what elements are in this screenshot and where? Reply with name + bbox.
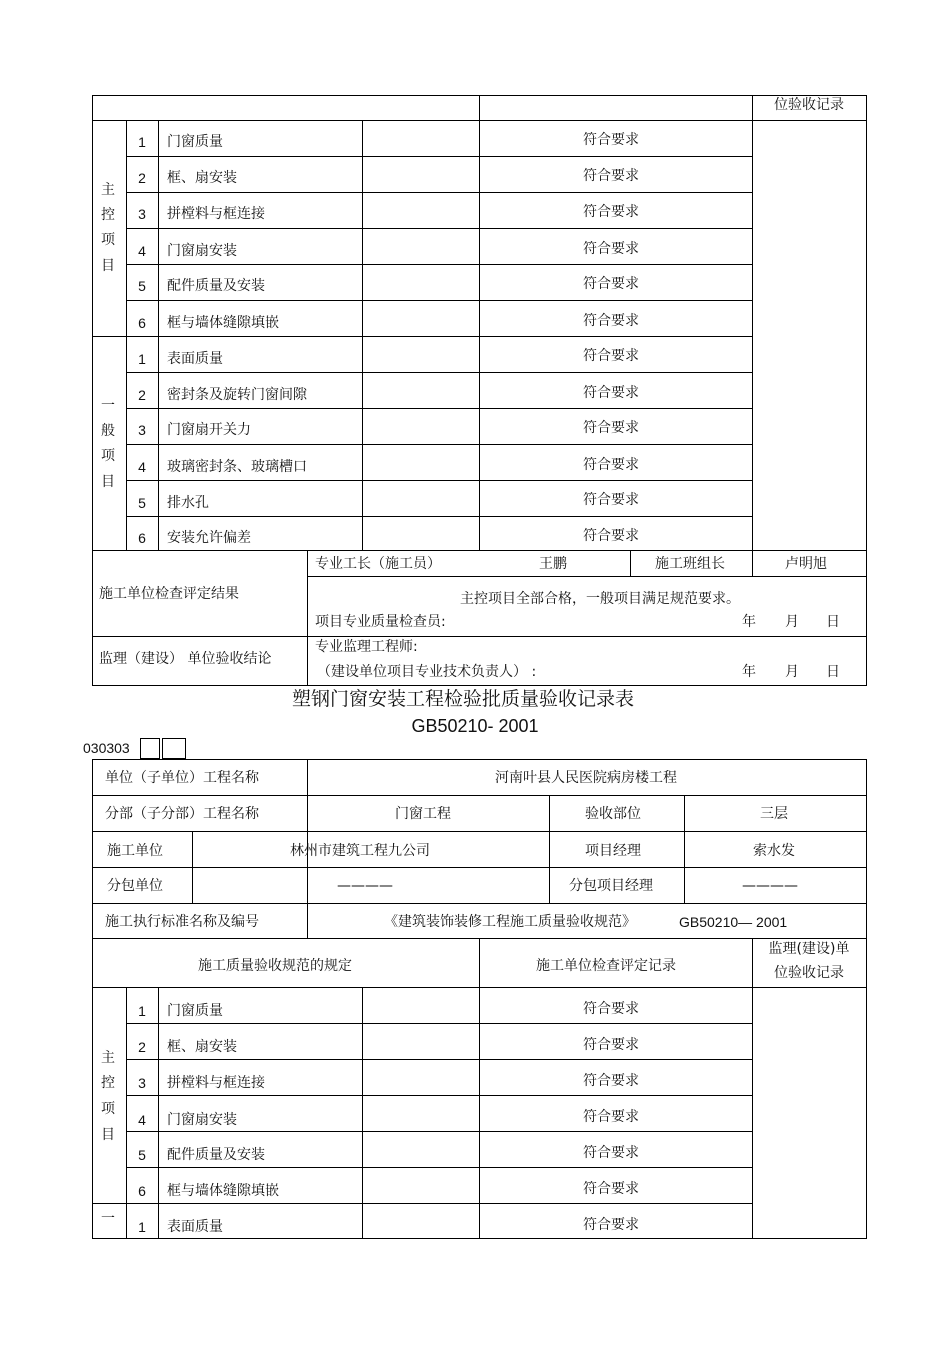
item-number: 6 bbox=[138, 530, 146, 546]
subcontractor-value: ———— bbox=[337, 878, 393, 894]
subcontractor-label: 分包单位 bbox=[107, 878, 163, 894]
unit-project-label: 单位（子单位）工程名称 bbox=[105, 770, 259, 786]
main-label-char: 目 bbox=[101, 258, 115, 274]
unit-project-value: 河南叶县人民医院病房楼工程 bbox=[495, 770, 677, 786]
supervisor-engineer-label: 专业监理工程师: bbox=[315, 639, 418, 655]
item-number: 4 bbox=[138, 1112, 146, 1128]
general-label-char: 一 bbox=[101, 398, 115, 414]
item-name: 框、扇安装 bbox=[167, 1039, 237, 1055]
main-label-char: 控 bbox=[101, 207, 115, 223]
item-number: 5 bbox=[138, 278, 146, 294]
sub-project-value: 门窗工程 bbox=[395, 806, 451, 822]
contractor-value: 林州市建筑工程九公司 bbox=[290, 843, 430, 859]
foreman-name: 王鹏 bbox=[539, 556, 567, 572]
item-result: 符合要求 bbox=[583, 1037, 639, 1053]
item-name: 表面质量 bbox=[167, 1219, 223, 1235]
main-label-char: 控 bbox=[101, 1075, 115, 1091]
general-label-char: 项 bbox=[101, 448, 115, 464]
item-number: 1 bbox=[138, 351, 146, 367]
standard-value: 《建筑装饰装修工程施工质量验收规范》 bbox=[384, 914, 636, 930]
item-name: 框与墙体缝隙填嵌 bbox=[167, 1183, 279, 1199]
sub-manager-label: 分包项目经理 bbox=[569, 878, 653, 894]
item-number: 6 bbox=[138, 315, 146, 331]
inspector-label: 项目专业质量检查员: bbox=[315, 614, 446, 630]
project-manager-label: 项目经理 bbox=[585, 843, 641, 859]
item-number: 5 bbox=[138, 1147, 146, 1163]
item-result: 符合要求 bbox=[583, 1181, 639, 1197]
sub-project-label: 分部（子分部）工程名称 bbox=[105, 806, 259, 822]
item-result: 符合要求 bbox=[583, 204, 639, 220]
date-year: 年 bbox=[742, 664, 756, 680]
item-name: 配件质量及安装 bbox=[167, 1147, 265, 1163]
item-name: 玻璃密封条、玻璃槽口 bbox=[167, 459, 307, 475]
item-result: 符合要求 bbox=[583, 1109, 639, 1125]
item-name: 表面质量 bbox=[167, 351, 223, 367]
item-result: 符合要求 bbox=[583, 1073, 639, 1089]
conclusion-text: 主控项目全部合格，一般项目满足规范要求。 bbox=[460, 591, 740, 607]
item-result: 符合要求 bbox=[583, 420, 639, 436]
owner-rep-label: （建设单位项目专业技术负责人） : bbox=[317, 664, 537, 680]
sub-manager-value: ———— bbox=[742, 878, 798, 894]
item-name: 门窗扇安装 bbox=[167, 1112, 237, 1128]
item-name: 框与墙体缝隙填嵌 bbox=[167, 315, 279, 331]
standard-code: GB50210- 2001 bbox=[411, 716, 539, 736]
item-number: 5 bbox=[138, 495, 146, 511]
item-number: 4 bbox=[138, 243, 146, 259]
item-number: 3 bbox=[138, 206, 146, 222]
form-title: 塑钢门窗安装工程检验批质量验收记录表 bbox=[291, 688, 635, 710]
col-check-label: 施工单位检查评定记录 bbox=[536, 958, 676, 974]
item-name: 排水孔 bbox=[167, 495, 209, 511]
acceptance-part-value: 三层 bbox=[760, 806, 788, 822]
item-name: 门窗质量 bbox=[167, 134, 223, 150]
item-number: 1 bbox=[138, 1003, 146, 1019]
main-label-char: 项 bbox=[101, 232, 115, 248]
item-result: 符合要求 bbox=[583, 1145, 639, 1161]
team-leader-name: 卢明旭 bbox=[785, 556, 827, 572]
item-name: 门窗质量 bbox=[167, 1003, 223, 1019]
item-number: 3 bbox=[138, 422, 146, 438]
item-name: 拼樘料与框连接 bbox=[167, 1075, 265, 1091]
main-label-char: 目 bbox=[101, 1127, 115, 1143]
item-name: 配件质量及安装 bbox=[167, 278, 265, 294]
main-label-char: 主 bbox=[101, 182, 115, 198]
item-result: 符合要求 bbox=[583, 276, 639, 292]
col-spec-label: 施工质量验收规范的规定 bbox=[198, 958, 352, 974]
code-box[interactable] bbox=[140, 738, 160, 759]
foreman-label: 专业工长（施工员） bbox=[315, 556, 441, 572]
code-box[interactable] bbox=[162, 738, 186, 759]
general-label-char: 般 bbox=[101, 423, 115, 439]
supervision-record-header: 位验收记录 bbox=[774, 97, 844, 113]
item-number: 2 bbox=[138, 387, 146, 403]
item-result: 符合要求 bbox=[583, 313, 639, 329]
acceptance-part-label: 验收部位 bbox=[585, 806, 641, 822]
item-number: 2 bbox=[138, 1039, 146, 1055]
general-label-char: 一 bbox=[101, 1211, 115, 1227]
item-result: 符合要求 bbox=[583, 492, 639, 508]
date-day: 日 bbox=[826, 614, 840, 630]
item-name: 门窗扇安装 bbox=[167, 243, 237, 259]
main-label-char: 项 bbox=[101, 1101, 115, 1117]
item-result: 符合要求 bbox=[583, 1217, 639, 1233]
item-result: 符合要求 bbox=[583, 1001, 639, 1017]
item-name: 拼樘料与框连接 bbox=[167, 206, 265, 222]
project-manager-value: 索水发 bbox=[753, 843, 795, 859]
contractor-label: 施工单位 bbox=[107, 843, 163, 859]
item-number: 6 bbox=[138, 1183, 146, 1199]
supervision-conclusion-label: 监理（建设） 单位验收结论 bbox=[99, 651, 272, 667]
standard-value-code: GB50210— 2001 bbox=[679, 914, 788, 930]
date-year: 年 bbox=[742, 614, 756, 630]
item-result: 符合要求 bbox=[583, 348, 639, 364]
item-name: 密封条及旋转门窗间隙 bbox=[167, 387, 307, 403]
item-number: 1 bbox=[138, 1219, 146, 1235]
date-month: 月 bbox=[785, 664, 799, 680]
main-label-char: 主 bbox=[101, 1050, 115, 1066]
item-number: 2 bbox=[138, 170, 146, 186]
item-result: 符合要求 bbox=[583, 457, 639, 473]
item-number: 1 bbox=[138, 134, 146, 150]
date-month: 月 bbox=[785, 614, 799, 630]
item-number: 4 bbox=[138, 459, 146, 475]
item-result: 符合要求 bbox=[583, 528, 639, 544]
col-supervision-label: 监理(建设)单 bbox=[768, 941, 850, 957]
item-name: 安装允许偏差 bbox=[167, 530, 251, 546]
item-result: 符合要求 bbox=[583, 168, 639, 184]
date-day: 日 bbox=[826, 664, 840, 680]
item-number: 3 bbox=[138, 1075, 146, 1091]
item-result: 符合要求 bbox=[583, 241, 639, 257]
item-name: 门窗扇开关力 bbox=[167, 422, 251, 438]
general-label-char: 目 bbox=[101, 474, 115, 490]
construction-result-label: 施工单位检查评定结果 bbox=[99, 586, 239, 602]
item-result: 符合要求 bbox=[583, 132, 639, 148]
standard-label: 施工执行标准名称及编号 bbox=[105, 914, 259, 930]
col-supervision-label: 位验收记录 bbox=[774, 965, 844, 981]
form-code: 030303 bbox=[83, 740, 130, 756]
item-result: 符合要求 bbox=[583, 385, 639, 401]
team-leader-label: 施工班组长 bbox=[655, 556, 725, 572]
item-name: 框、扇安装 bbox=[167, 170, 237, 186]
